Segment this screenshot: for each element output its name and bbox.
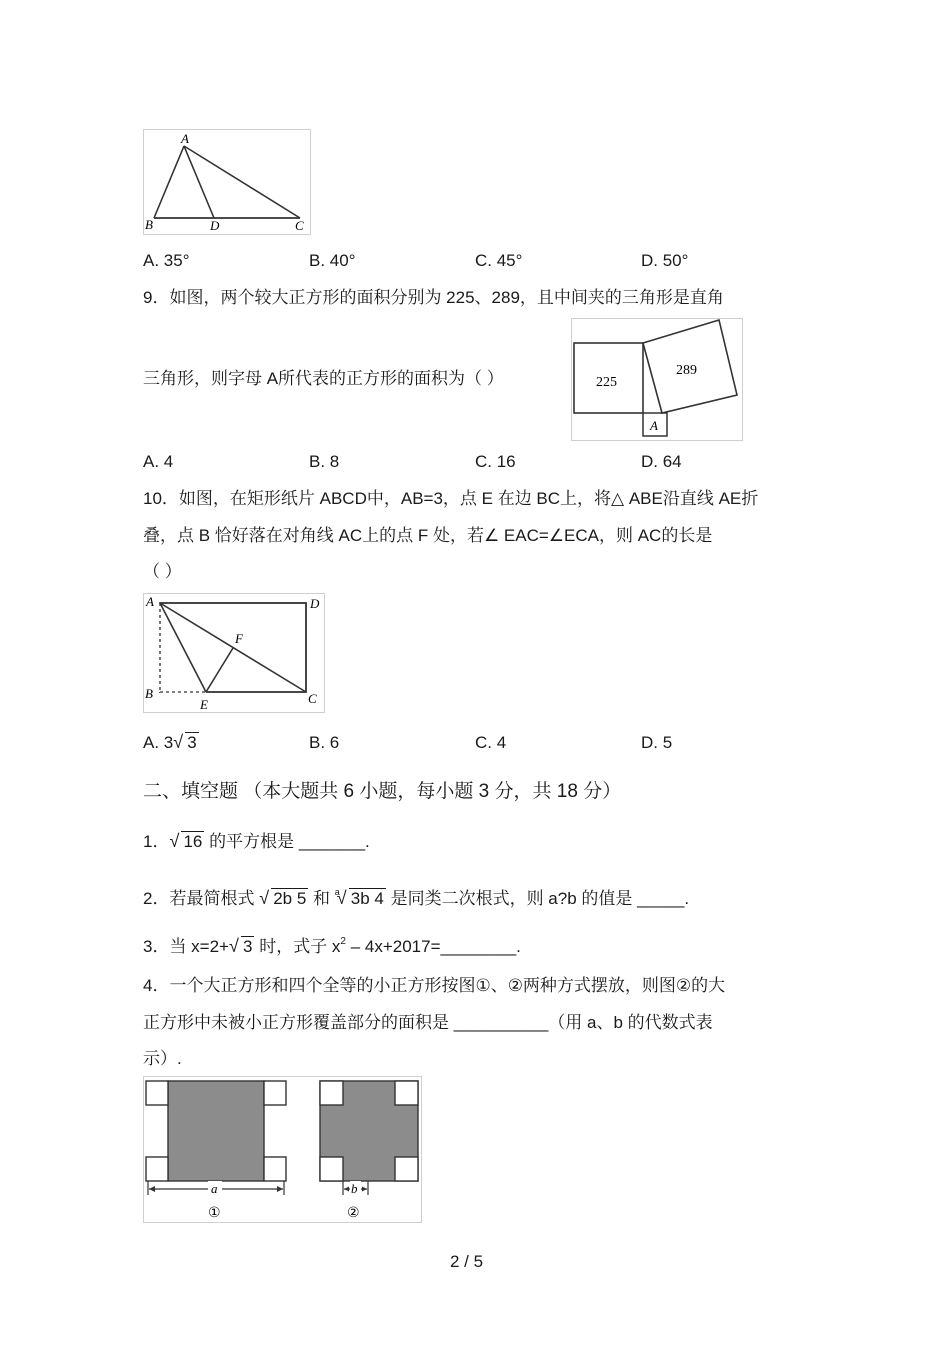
q9-option-d: D. 64 [641,452,682,471]
q9-squares-figure [571,318,743,441]
q9-option-a: A. 4 [143,452,174,471]
page-number: 2 / 5 [450,1252,484,1271]
q10-label-c: C [308,691,317,706]
fill1-suffix: 的平方根是 _______. [204,832,370,851]
q8-label-d: D [210,218,220,233]
fill1-radicand: 16 [183,832,203,851]
fill2-radicand-1: 2b 5 [273,889,307,908]
fill1-prefix: 1． [143,832,170,851]
fill4-label-2: ② [347,1205,360,1221]
q10-text-line3: （ ） [143,562,182,581]
sqrt-sign [259,888,308,910]
fill-question-3 [143,931,521,958]
q10-label-f: F [235,631,243,646]
sqrt-sign [173,732,198,754]
q9-label-225: 225 [596,375,617,390]
q10-label-a: A [146,594,154,609]
q10-option-d: D. 5 [641,733,673,752]
q8-label-c: C [295,218,304,233]
fill3-mid: 时，式子 x [254,937,341,956]
sqrt-sign [169,831,204,853]
q9-label-a: A [650,418,658,433]
q10-option-a-prefix: A. 3 [143,733,174,752]
q10-option-a-radicand: 3 [187,733,197,752]
q10-label-e: E [200,697,208,712]
q10-label-d: D [310,596,320,611]
fill2-mid: 和 [308,889,335,908]
q10-rectangle-figure [143,593,325,713]
fill2-root-index: a [334,887,340,897]
fill4-label-1: ① [208,1205,221,1221]
q10-option-a [143,732,199,754]
q8-option-b: B. 40° [309,251,356,270]
q10-label-b: B [145,686,153,701]
q8-triangle-figure [143,129,311,235]
q8-label-a: A [181,131,189,146]
q9-text-line1: 9．如图，两个较大正方形的面积分别为 225、289，且中间夹的三角形是直角 [143,288,724,307]
fill3-prefix: 3．当 x=2+ [143,937,229,956]
fill3-suffix: – 4x+2017=________. [345,937,521,956]
section-2-title: 二、填空题 （本大题共 6 小题，每小题 3 分，共 18 分） [143,781,622,802]
q10-text-line2: 叠，点 B 恰好落在对角线 AC上的点 F 处，若∠ EAC=∠ECA，则 AC的长是 [143,526,713,545]
fill4-label-a: a [211,1181,218,1196]
fill-question-1 [143,831,370,853]
fill4-squares-figure [143,1076,422,1223]
sqrt-sign [334,887,386,910]
q8-option-a: A. 35° [143,251,190,270]
q10-option-b: B. 6 [309,733,340,752]
q9-label-289: 289 [676,363,697,378]
fill2-prefix: 2．若最简根式 [143,889,260,908]
fill2-suffix: 是同类二次根式，则 a?b 的值是 _____. [385,889,690,908]
fill3-radicand: 3 [243,937,253,956]
fill4-text-line2: 正方形中未被小正方形覆盖部分的面积是 __________（用 a、b 的代数式表 [143,1013,713,1032]
q9-text-line2: 三角形，则字母 A所代表的正方形的面积为（ ） [143,369,504,388]
q10-option-c: C. 4 [475,733,507,752]
q10-text-line1: 10．如图，在矩形纸片 ABCD中，AB=3，点 E 在边 BC上，将△ ABE沿直线 AE折 [143,489,759,508]
q8-option-d: D. 50° [641,251,689,270]
q8-option-c: C. 45° [475,251,523,270]
fill4-label-b: b [351,1181,358,1196]
q9-option-c: C. 16 [475,452,516,471]
fill2-radicand-2: 3b 4 [350,889,384,908]
sqrt-sign [229,936,254,958]
q9-option-b: B. 8 [309,452,340,471]
fill3-exponent: 2 [340,936,346,947]
fill4-text-line1: 4．一个大正方形和四个全等的小正方形按图①、②两种方式摆放，则图②的大 [143,976,726,995]
q8-label-b: B [145,217,153,232]
fill4-text-line3: 示）. [143,1049,182,1068]
fill-question-2 [143,881,689,910]
